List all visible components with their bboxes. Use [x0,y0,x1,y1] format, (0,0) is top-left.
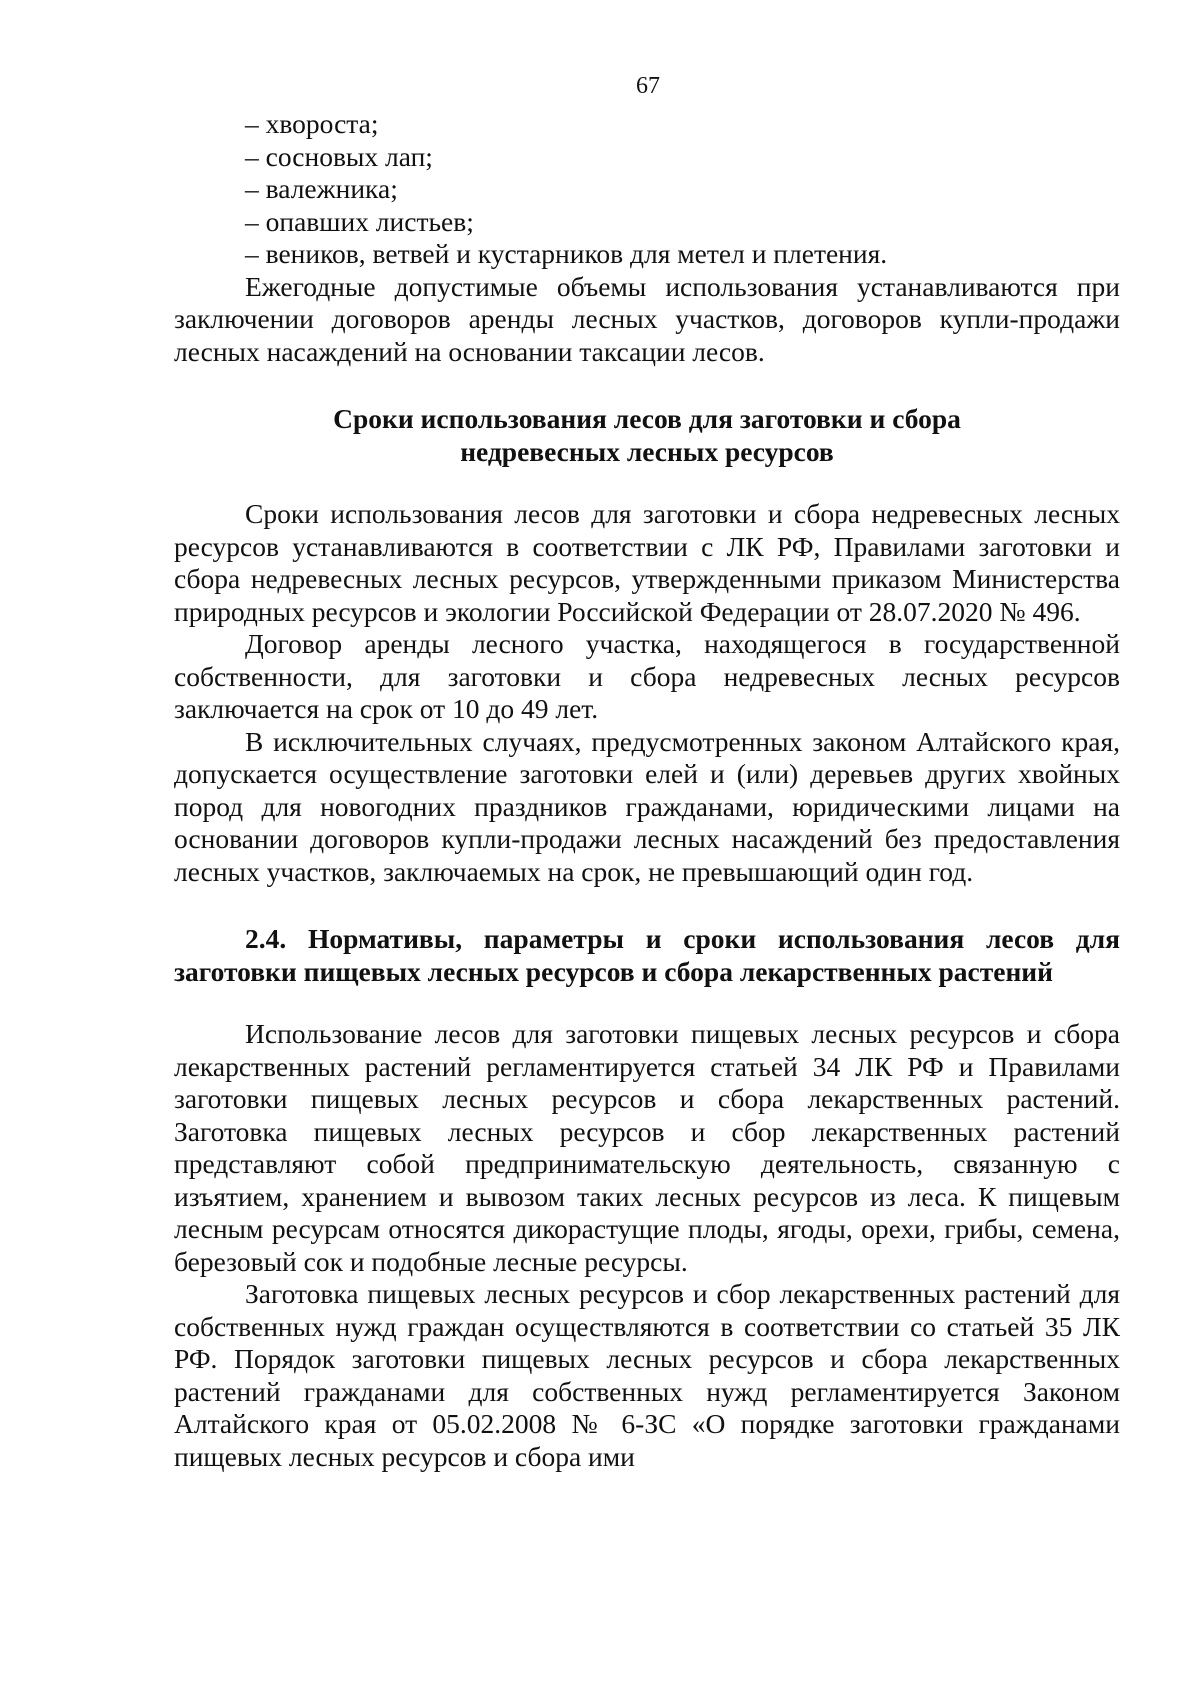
heading-line: недревесных лесных ресурсов [460,436,834,467]
paragraph: В исключительных случаях, предусмотренных законом Алтайского края, допускается осуществление заготовки елей и (или) деревьев других хвойных пород для новогодних праздников гражданами, юридическими лицами на основании договоров купли-продажи лесных насаждений без предоставления лесных участков, заключаемых на срок, не превышающий один год. [174,725,1120,887]
heading-line: Сроки использования лесов для заготовки и сбора [333,403,961,434]
list-item: – сосновых лап; [245,140,433,172]
list-item: – веников, ветвей и кустарников для метел и плетения. [245,238,888,269]
paragraph: Заготовка пищевых лесных ресурсов и сбор лекарственных растений для собственных нужд граждан осуществляются в соответствии со статьей 35 ЛК РФ. Порядок заготовки пищевых лесных ресурсов и сбора лекарственных растений гражданами для собственных нужд регламентируется Законом Алтайского края от 05.02.2008 № 6-ЗС «О порядке заготовки гражданами пищевых лесных ресурсов и сбора ими [174,1278,1120,1472]
page-number: 67 [636,73,660,99]
section-body-food-resources [174,1018,1120,1473]
intro-paragraph: Ежегодные допустимые объемы использования устанавливаются при заключении договоров аренды лесных участков, договоров купли-продажи лесных насаждений на основании таксации лесов. [174,270,1120,367]
section-heading-food-resources: 2.4. Нормативы, параметры и сроки использования лесов для заготовки пищевых лесных ресурсов и сбора лекарственных растений [174,923,1120,987]
list-item: – хвороста; [245,108,379,139]
resource-list [174,108,1120,271]
section-heading-terms [174,402,1120,468]
section-body-terms [174,498,1120,888]
paragraph: Сроки использования лесов для заготовки и сбора недревесных лесных ресурсов устанавливаются в соответствии с ЛК РФ, Правилами заготовки и сбора недревесных лесных ресурсов, утвержденными приказом Министерства природных ресурсов и экологии Российской Федерации от 28.07.2020 № 496. [174,498,1120,627]
paragraph: Договор аренды лесного участка, находящегося в государственной собственности, для заготовки и сбора недревесных лесных ресурсов заключается на срок от 10 до 49 лет. [174,628,1120,724]
paragraph: Использование лесов для заготовки пищевых лесных ресурсов и сбора лекарственных растений регламентируется статьей 34 ЛК РФ и Правилами заготовки пищевых лесных ресурсов и сбора лекарственных растений. Заготовка пищевых лесных ресурсов и сбор лекарственных растений представляют собой предпринимательскую деятельность, связанную с изъятием, хранением и вывозом таких лесных ресурсов из леса. К пищевым лесным ресурсам относятся дикорастущие плоды, ягоды, орехи, грибы, семена, березовый сок и подобные лесные ресурсы. [174,1018,1120,1277]
document-page [174,70,1120,1473]
list-item: – валежника; [245,173,398,204]
list-item: – опавших листьев; [245,205,474,237]
